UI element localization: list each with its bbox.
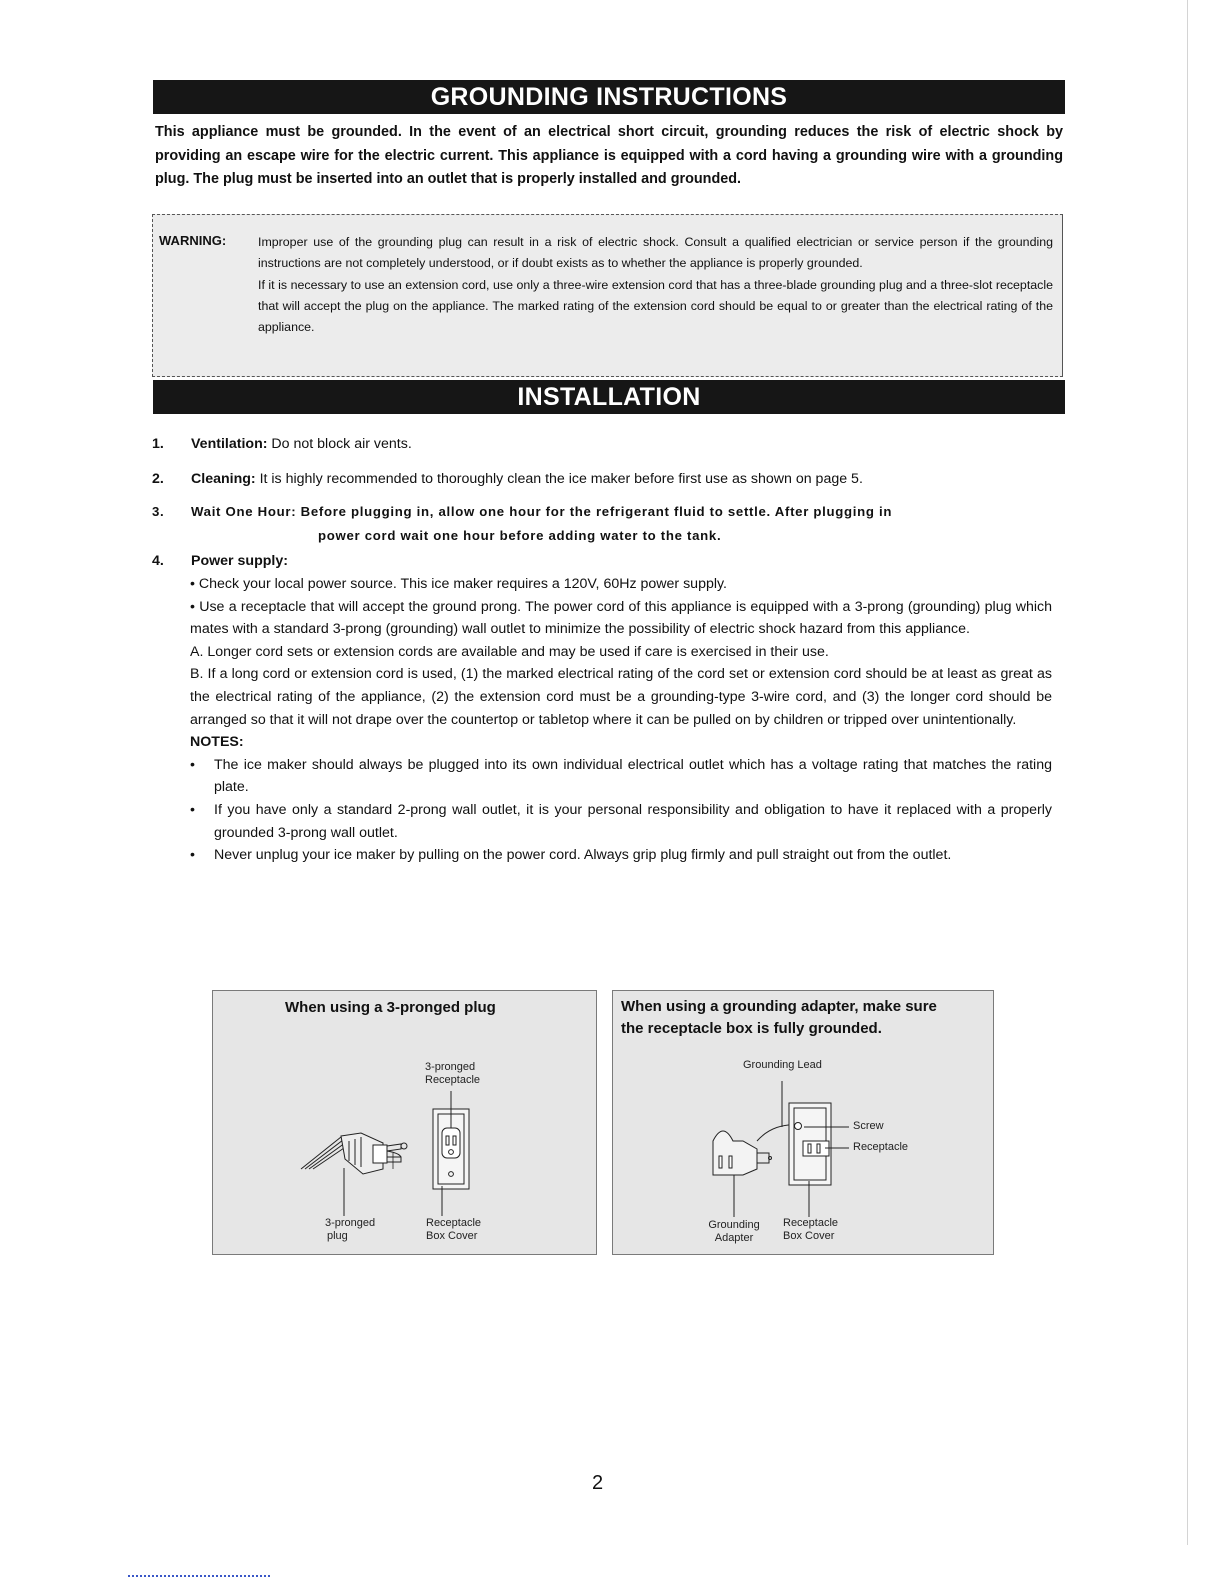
title-line: When using a grounding adapter, make sure	[621, 998, 937, 1015]
figure-three-prong-plug	[212, 990, 597, 1255]
grounding-heading: GROUNDING INSTRUCTIONS	[153, 80, 1065, 114]
label-line: Box Cover	[426, 1230, 478, 1242]
note-item	[190, 754, 1052, 799]
grounding-intro: This appliance must be grounded. In the event of an electrical short circuit, grounding reduces the risk of electric shock by providing an escape wire for the electric current. This appliance is equipped with a cord having a grounding wire with a grounding plug. The plug must be inserted into an outlet that is properly installed and grounded.	[155, 124, 1063, 187]
label-line: Receptacle	[426, 1217, 482, 1229]
supply-paragraph-receptacle: • Use a receptacle that will accept the ground prong. The power cord of this appliance is equipped with a 3-prong (grounding) plug which mates with a standard 3-prong (grounding) wall outlet to minimize the possibility of electric shock hazard from this appliance.	[190, 598, 1052, 638]
label-box-cover	[426, 1217, 481, 1243]
warning-paragraph-2: If it is necessary to use an extension cord, use only a three-wire extension cord that has a three-blade grounding plug and a three-slot receptacle that will accept the plug on the appliance. The marked rating of the extension cord should be equal to or greater than the electrical rating of the appliance.	[258, 277, 1053, 335]
label-grounding-adapter	[701, 1219, 767, 1245]
installation-heading: INSTALLATION	[153, 380, 1065, 414]
figure-right-title	[621, 996, 937, 1040]
label-line: plug	[327, 1230, 348, 1242]
notes-title: NOTES:	[190, 734, 244, 751]
warning-body	[258, 232, 1053, 338]
label-line: 3-pronged	[425, 1061, 476, 1073]
supply-paragraph-b: B. If a long cord or extension cord is used, (1) the marked electrical rating of the cord set or extension cord should be at least as great as the electrical rating of the appliance, (2) the extension cord must be a grounding-type 3-wire cord, and (3) the longer cord should be arranged so that it will not drape over the countertop or tabletop where it can be pulled on by children or tripped over unintentionally.	[190, 666, 1052, 728]
step-title: Cleaning:	[191, 471, 256, 487]
label-grounding-lead: Grounding Lead	[743, 1059, 822, 1071]
step-text: Before plugging in, allow one hour for the refrigerant fluid to settle. After plugging in	[296, 504, 893, 519]
note-item	[190, 799, 1052, 844]
label-line: Box Cover	[783, 1230, 835, 1242]
step-wait-continuation: power cord wait one hour before adding water to the tank.	[318, 528, 722, 543]
label-line: Grounding	[708, 1219, 760, 1231]
note-text: If you have only a standard 2-prong wall outlet, it is your personal responsibility and obligation to have it replaced with a properly grounded 3-prong wall outlet.	[214, 801, 1052, 841]
label-plug	[325, 1217, 375, 1243]
step-number: 1.	[152, 436, 164, 452]
label-box-cover	[783, 1217, 838, 1243]
step-title: Power supply:	[191, 553, 288, 569]
note-text: The ice maker should always be plugged into its own individual electrical outlet which has a voltage rating that matches the rating plate.	[214, 756, 1052, 796]
step-number: 4.	[152, 553, 164, 569]
note-item	[190, 844, 1052, 867]
figure-left-title: When using a 3-pronged plug	[285, 999, 496, 1016]
figure-grounding-adapter	[612, 990, 994, 1255]
label-receptacle: Receptacle	[853, 1141, 909, 1153]
label-line: 3-pronged	[325, 1217, 376, 1229]
bullet-icon: •	[190, 801, 195, 818]
supply-paragraph-check: • Check your local power source. This ice maker requires a 120V, 60Hz power supply.	[190, 576, 727, 592]
label-line: Adapter	[714, 1232, 754, 1244]
bullet-icon: •	[190, 847, 195, 864]
note-text: Never unplug your ice maker by pulling on the power cord. Always grip plug firmly and pull straight out from the outlet.	[214, 847, 952, 864]
bottom-link-underline	[128, 1575, 270, 1577]
bullet-icon: •	[190, 756, 195, 773]
three-prong-plug-illustration	[213, 991, 596, 1254]
step-number: 3.	[152, 504, 165, 519]
warning-label: WARNING:	[159, 233, 227, 248]
step-title: Wait One Hour:	[191, 504, 297, 519]
step-text: It is highly recommended to thoroughly clean the ice maker before first use as shown on page 5.	[255, 471, 863, 487]
label-line: Receptacle	[425, 1074, 481, 1086]
label-screw: Screw	[853, 1120, 884, 1132]
label-receptacle	[425, 1061, 480, 1087]
supply-paragraph-a: A. Longer cord sets or extension cords are available and may be used if care is exercised in their use.	[190, 643, 829, 660]
warning-box	[152, 214, 1063, 377]
warning-paragraph-1: Improper use of the grounding plug can result in a risk of electric shock. Consult a qualified electrician or service person if the grounding instructions are not completely understood, or if doubt exists as to whether the appliance is properly grounded.	[258, 235, 1053, 271]
step-text: Do not block air vents.	[267, 436, 412, 452]
title-line: the receptacle box is fully grounded.	[621, 1020, 882, 1037]
step-number: 2.	[152, 471, 164, 487]
label-line: Receptacle	[783, 1217, 839, 1229]
page-number: 2	[592, 1472, 604, 1494]
step-title: Ventilation:	[191, 436, 268, 452]
power-supply-details	[190, 573, 1052, 867]
page-edge-rule	[1187, 0, 1188, 1545]
